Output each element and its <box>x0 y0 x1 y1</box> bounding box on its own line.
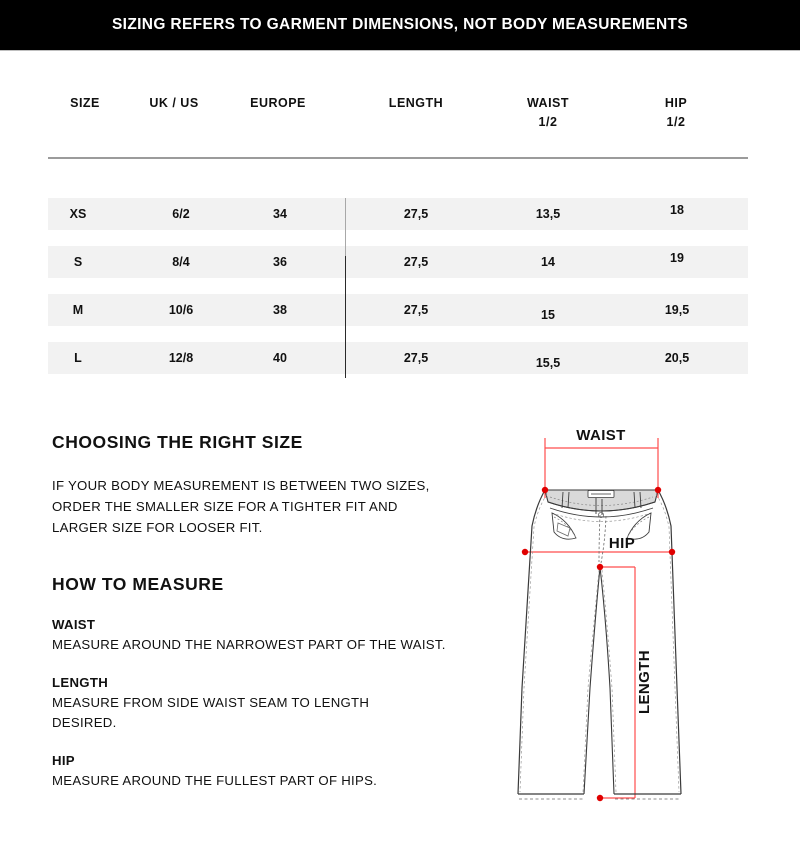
choosing-size-paragraph <box>52 475 482 538</box>
marker-length-bottom <box>597 795 603 801</box>
measure-definition-waist <box>52 615 482 655</box>
cell-waist: 15,5 <box>535 356 561 370</box>
table-column-divider-upper <box>345 198 346 256</box>
marker-hip-left <box>522 549 528 555</box>
cell-waist: 14 <box>541 255 555 269</box>
banner-bottom-edge <box>0 50 800 51</box>
measure-definition-length <box>52 673 482 733</box>
size-table <box>48 86 748 370</box>
cell-size: M <box>72 303 84 317</box>
table-row <box>48 198 748 230</box>
choosing-line-2: ORDER THE SMALLER SIZE FOR A TIGHTER FIT AND <box>52 499 398 514</box>
length-dimension <box>597 567 635 798</box>
measure-definition-hip <box>52 751 482 791</box>
measure-term-hip: HIP <box>52 753 75 768</box>
cell-hip: 18 <box>670 203 684 217</box>
how-to-measure-title: HOW TO MEASURE <box>52 574 224 594</box>
header-banner <box>0 0 800 50</box>
measure-desc-length: MEASURE FROM SIDE WAIST SEAM TO LENGTH DESIRED. <box>52 695 370 730</box>
diagram-label-hip: HIP <box>608 535 636 552</box>
table-header-row <box>48 86 748 148</box>
right-inseam <box>600 567 614 794</box>
garment-measurement-diagram <box>500 420 800 856</box>
cell-uk-us: 10/6 <box>168 303 194 317</box>
measure-desc-hip: MEASURE AROUND THE FULLEST PART OF HIPS. <box>52 773 378 788</box>
left-outseam <box>518 490 545 794</box>
column-header-waist: WAIST 1/2 <box>527 94 569 132</box>
fly-stitching <box>599 515 600 562</box>
cell-europe: 38 <box>273 303 287 317</box>
choosing-line-3: LARGER SIZE FOR LOOSER FIT. <box>52 520 263 535</box>
choosing-line-1: IF YOUR BODY MEASUREMENT IS BETWEEN TWO SIZES, <box>52 478 430 493</box>
left-inseam <box>584 567 600 794</box>
measure-desc-waist: MEASURE AROUND THE NARROWEST PART OF THE WAIST. <box>52 637 446 652</box>
marker-hip-right <box>669 549 675 555</box>
marker-waist-right <box>655 487 661 493</box>
cell-size: L <box>74 351 82 365</box>
cell-uk-us: 12/8 <box>168 351 194 365</box>
column-header-length: LENGTH <box>388 96 444 110</box>
column-header-hip-sub: 1/2 <box>666 114 686 129</box>
cell-uk-us: 8/4 <box>172 255 190 269</box>
cell-length: 27,5 <box>403 303 429 317</box>
column-header-hip: HIP 1/2 <box>665 94 687 132</box>
table-row <box>48 342 748 374</box>
cell-uk-us: 6/2 <box>172 207 190 221</box>
table-header-rule <box>48 157 748 159</box>
column-header-europe: EUROPE <box>250 96 306 110</box>
measure-term-length: LENGTH <box>52 675 109 690</box>
cell-europe: 36 <box>273 255 287 269</box>
guidance-content <box>52 432 482 791</box>
measure-term-waist: WAIST <box>52 617 96 632</box>
table-row <box>48 246 748 278</box>
cell-length: 27,5 <box>403 351 429 365</box>
table-body <box>48 198 748 378</box>
cell-waist: 13,5 <box>535 207 561 221</box>
diagram-label-length: LENGTH <box>636 649 653 715</box>
left-front-pocket <box>552 513 576 539</box>
cell-size: S <box>73 255 83 269</box>
header-banner-text: SIZING REFERS TO GARMENT DIMENSIONS, NOT BODY MEASUREMENTS <box>111 16 689 33</box>
measurement-markers <box>522 487 675 801</box>
column-header-size: SIZE <box>70 96 100 110</box>
cell-europe: 34 <box>273 207 287 221</box>
column-header-waist-sub: 1/2 <box>538 114 558 129</box>
cell-hip: 20,5 <box>664 351 690 365</box>
waist-dimension <box>545 438 658 498</box>
cell-hip: 19 <box>670 251 684 265</box>
cell-size: XS <box>69 207 87 221</box>
column-header-uk-us: UK / US <box>149 96 199 110</box>
marker-length-top <box>597 564 603 570</box>
diagram-label-waist: WAIST <box>576 427 626 444</box>
cell-hip: 19,5 <box>664 303 690 317</box>
choosing-size-title: CHOOSING THE RIGHT SIZE <box>52 432 303 452</box>
jeans-illustration <box>518 490 681 799</box>
cell-length: 27,5 <box>403 207 429 221</box>
cell-length: 27,5 <box>403 255 429 269</box>
table-row <box>48 294 748 326</box>
cell-europe: 40 <box>273 351 287 365</box>
cell-waist: 15 <box>541 308 555 322</box>
marker-waist-left <box>542 487 548 493</box>
